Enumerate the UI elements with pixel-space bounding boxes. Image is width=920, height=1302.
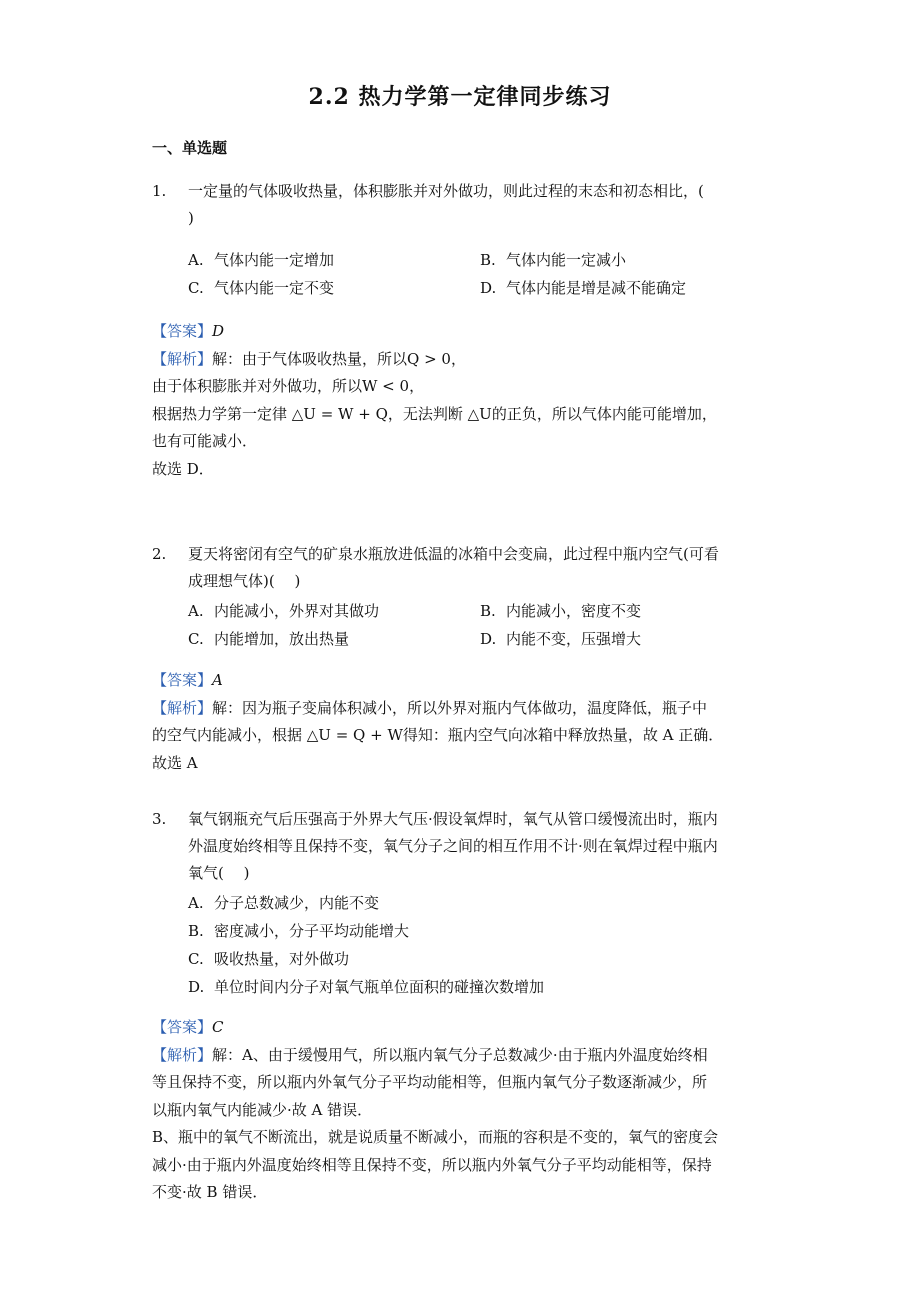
- option-text: 内能减小，密度不变: [506, 602, 642, 620]
- analysis-line: 以瓶内氧气内能减少·故 A 错误．: [152, 1100, 373, 1119]
- answer-value: D: [212, 322, 225, 340]
- question-3: [152, 806, 772, 1001]
- answer-line: [152, 667, 772, 695]
- options: [188, 246, 772, 302]
- question-2: [152, 541, 772, 653]
- option-text: 吸收热量，对外做功: [214, 950, 350, 968]
- option-text: 气体内能一定增加: [214, 251, 335, 269]
- option-letter: B.: [480, 602, 496, 620]
- option-text: 内能减小，外界对其做功: [214, 602, 380, 620]
- option-text: 分子总数减少，内能不变: [214, 894, 380, 912]
- option-letter: D.: [188, 978, 205, 996]
- option-text: 气体内能一定不变: [214, 279, 335, 297]
- analysis-line: B、瓶中的氧气不断流出，就是说质量不断减小，而瓶的容积是不变的，氧气的密度会: [152, 1128, 719, 1146]
- analysis-tag: 【解析】: [152, 1045, 213, 1064]
- option-letter: C.: [188, 279, 204, 297]
- option-b: [188, 917, 772, 945]
- option-a: [188, 889, 772, 917]
- analysis-text: 解：由于气体吸收热量，所以Q > 0，: [212, 349, 466, 368]
- analysis-tag: 【解析】: [152, 349, 213, 368]
- option-d: [188, 973, 772, 1001]
- option-text: 内能不变，压强增大: [506, 630, 642, 648]
- question-number: 3.: [152, 810, 167, 828]
- option-d: [480, 625, 772, 653]
- options: [188, 597, 772, 653]
- option-d: [480, 274, 772, 302]
- question-text-line: 一定量的气体吸收热量，体积膨胀并对外做功，则此过程的末态和初态相比，(: [188, 182, 704, 200]
- option-text: 内能增加，放出热量: [214, 630, 350, 648]
- answer-block-3: [152, 1014, 772, 1207]
- answer-value: A: [212, 671, 223, 689]
- analysis-tag: 【解析】: [152, 698, 213, 717]
- question-1: [152, 178, 772, 302]
- analysis-line: 的空气内能减小，根据 △U = Q + W得知：瓶内空气向冰箱中释放热量，故 A 正确．: [152, 726, 724, 744]
- option-c: [188, 274, 480, 302]
- question-number: 2.: [152, 545, 167, 563]
- analysis-line: 由于体积膨胀并对外做功，所以W < 0，: [152, 377, 425, 395]
- question-text-line: 外温度始终相等且保持不变，氧气分子之间的相互作用不计·则在氧焊过程中瓶内: [188, 837, 718, 855]
- option-c: [188, 625, 480, 653]
- option-letter: B.: [480, 251, 496, 269]
- question-text-line: 氧气钢瓶充气后压强高于外界大气压·假设氧焊时，氧气从管口缓慢流出时，瓶内: [188, 810, 718, 828]
- answer-line: [152, 318, 772, 346]
- question-text-line: 氧气( ): [188, 864, 250, 882]
- options: [188, 889, 772, 1001]
- question-number: 1.: [152, 182, 167, 200]
- option-b: [480, 246, 772, 274]
- analysis-line: [152, 695, 772, 723]
- option-text: 单位时间内分子对氧气瓶单位面积的碰撞次数增加: [214, 978, 545, 996]
- question-text: [188, 541, 772, 595]
- answer-block-2: [152, 667, 772, 777]
- analysis-line: 等且保持不变，所以瓶内外氧气分子平均动能相等，但瓶内氧气分子数逐渐减少，所: [152, 1073, 708, 1091]
- analysis-line: 根据热力学第一定律 △U = W + Q，无法判断 △U的正负，所以气体内能可能增加，: [152, 404, 717, 423]
- option-b: [480, 597, 772, 625]
- question-text-line: 成理想气体)( ): [188, 572, 301, 590]
- analysis-text: 解：A、由于缓慢用气，所以瓶内氧气分子总数减少·由于瓶内外温度始终相: [212, 1045, 708, 1064]
- analysis-line: [152, 1042, 772, 1070]
- page-title: 2.2 热力学第一定律同步练习: [308, 84, 612, 110]
- answer-tag: 【答案】: [152, 322, 213, 340]
- question-text: [188, 178, 772, 232]
- option-a: [188, 597, 480, 625]
- answer-line: [152, 1014, 772, 1042]
- option-letter: A.: [188, 251, 204, 269]
- analysis-line: 减小·由于瓶内外温度始终相等且保持不变，所以瓶内外氧气分子平均动能相等，保持: [152, 1155, 712, 1174]
- analysis-line: 不变·故 B 错误．: [152, 1183, 268, 1201]
- option-letter: A.: [188, 894, 204, 912]
- option-letter: D.: [480, 279, 497, 297]
- option-text: 气体内能一定减小: [506, 251, 627, 269]
- option-letter: C.: [188, 630, 204, 648]
- option-text: 气体内能是增是减不能确定: [506, 279, 687, 297]
- answer-tag: 【答案】: [152, 671, 213, 689]
- analysis-line: 也有可能减小．: [152, 432, 258, 450]
- section-heading: 一、单选题: [152, 139, 228, 157]
- option-c: [188, 945, 772, 973]
- answer-value: C: [212, 1018, 224, 1036]
- analysis-line: 故选 A: [152, 753, 198, 772]
- question-text: [188, 806, 772, 887]
- option-letter: C.: [188, 950, 204, 968]
- option-letter: A.: [188, 602, 204, 620]
- question-text-line: 夏天将密闭有空气的矿泉水瓶放进低温的冰箱中会变扁，此过程中瓶内空气(可看: [188, 545, 719, 563]
- answer-block-1: [152, 318, 772, 483]
- option-letter: D.: [480, 630, 497, 648]
- analysis-line: [152, 346, 772, 374]
- option-letter: B.: [188, 922, 204, 940]
- analysis-text: 解：因为瓶子变扁体积减小，所以外界对瓶内气体做功，温度降低，瓶子中: [212, 698, 708, 717]
- analysis-line: 故选 D．: [152, 459, 214, 478]
- answer-tag: 【答案】: [152, 1018, 213, 1036]
- option-text: 密度减小，分子平均动能增大: [214, 922, 410, 940]
- question-text-line: ): [188, 209, 194, 227]
- option-a: [188, 246, 480, 274]
